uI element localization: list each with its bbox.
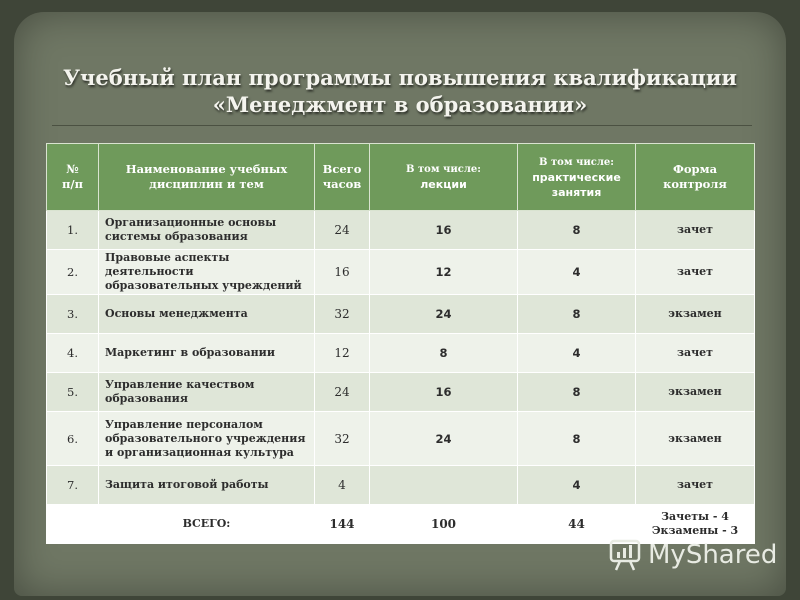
row-lectures: 24 — [370, 295, 518, 334]
table-row — [47, 334, 755, 373]
row-practice: 8 — [518, 412, 636, 466]
watermark-text: MyShared — [648, 540, 778, 570]
header-name: Наименование учебных дисциплин и тем — [99, 144, 315, 211]
row-form: экзамен — [636, 373, 755, 412]
row-total: 32 — [315, 295, 370, 334]
row-name: Правовые аспекты деятельности образовательных учреждений — [99, 250, 315, 295]
table-row — [47, 412, 755, 466]
row-total: 24 — [315, 373, 370, 412]
total-empty-cell — [47, 505, 99, 544]
table-row — [47, 373, 755, 412]
header-practice: В том числе: практические занятия — [518, 144, 636, 211]
curriculum-table — [46, 143, 755, 544]
row-lectures: 24 — [370, 412, 518, 466]
row-practice: 4 — [518, 334, 636, 373]
row-name: Защита итоговой работы — [99, 466, 315, 505]
row-name: Управление персоналом образовательного учреждения и организационная культура — [99, 412, 315, 466]
row-practice: 8 — [518, 211, 636, 250]
row-name: Организационные основы системы образования — [99, 211, 315, 250]
table-row — [47, 295, 755, 334]
row-name: Основы менеджмента — [99, 295, 315, 334]
header-form: Форма контроля — [636, 144, 755, 211]
row-num: 7. — [47, 466, 99, 505]
header-num: № п/п — [47, 144, 99, 211]
row-num: 6. — [47, 412, 99, 466]
row-practice: 4 — [518, 250, 636, 295]
row-practice: 8 — [518, 295, 636, 334]
row-num: 3. — [47, 295, 99, 334]
slide-title — [0, 64, 800, 118]
watermark-logo — [608, 535, 777, 575]
title-divider — [52, 125, 752, 126]
total-form-line-2: Экзамены - 3 — [651, 524, 739, 537]
table-header-row — [47, 144, 755, 211]
row-total: 24 — [315, 211, 370, 250]
total-lectures: 100 — [370, 505, 518, 544]
row-total: 4 — [315, 466, 370, 505]
row-lectures: 12 — [370, 250, 518, 295]
row-lectures — [370, 466, 518, 505]
presentation-board-icon — [608, 538, 642, 572]
row-total: 16 — [315, 250, 370, 295]
row-practice: 8 — [518, 373, 636, 412]
row-form: зачет — [636, 211, 755, 250]
header-total: Всего часов — [315, 144, 370, 211]
table-row — [47, 250, 755, 295]
row-practice: 4 — [518, 466, 636, 505]
table-row — [47, 211, 755, 250]
row-total: 12 — [315, 334, 370, 373]
row-total: 32 — [315, 412, 370, 466]
row-form: зачет — [636, 250, 755, 295]
row-lectures: 16 — [370, 373, 518, 412]
title-line-2: «Менеджмент в образовании» — [212, 92, 588, 117]
row-num: 1. — [47, 211, 99, 250]
row-num: 4. — [47, 334, 99, 373]
total-practice: 44 — [518, 505, 636, 544]
row-lectures: 16 — [370, 211, 518, 250]
total-hours: 144 — [315, 505, 370, 544]
table-row — [47, 466, 755, 505]
row-form: экзамен — [636, 295, 755, 334]
title-line-1: Учебный план программы повышения квалификации — [62, 65, 738, 90]
row-num: 2. — [47, 250, 99, 295]
row-name: Управление качеством образования — [99, 373, 315, 412]
header-lectures: В том числе: лекции — [370, 144, 518, 211]
total-form-line-1: Зачеты - 4 — [661, 510, 729, 523]
row-name: Маркетинг в образовании — [99, 334, 315, 373]
row-lectures: 8 — [370, 334, 518, 373]
row-form: зачет — [636, 466, 755, 505]
row-form: экзамен — [636, 412, 755, 466]
row-num: 5. — [47, 373, 99, 412]
total-label: ВСЕГО: — [99, 505, 315, 544]
row-form: зачет — [636, 334, 755, 373]
